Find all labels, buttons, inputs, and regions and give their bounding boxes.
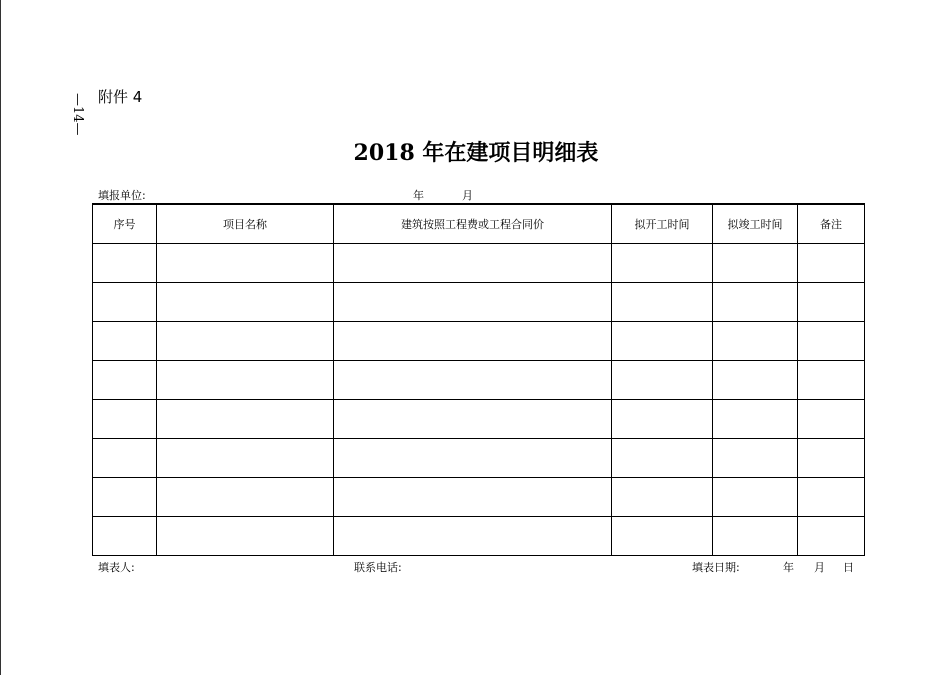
table-cell[interactable]: [713, 439, 798, 478]
phone-label: 联系电话:: [354, 561, 402, 574]
table-cell[interactable]: [612, 400, 713, 439]
table-cell[interactable]: [93, 517, 157, 556]
table-cell[interactable]: [157, 517, 334, 556]
attachment-label: 附件 4: [98, 88, 143, 106]
month-label: 月: [462, 189, 473, 202]
table-cell[interactable]: [334, 478, 612, 517]
page-title: 2018 年在建项目明细表: [353, 140, 599, 166]
table-row: [93, 361, 865, 400]
table-cell[interactable]: [713, 478, 798, 517]
table-cell[interactable]: [798, 283, 865, 322]
table-cell[interactable]: [798, 439, 865, 478]
table-cell[interactable]: [93, 322, 157, 361]
table-cell[interactable]: [334, 400, 612, 439]
table-cell[interactable]: [798, 322, 865, 361]
table-row: [93, 283, 865, 322]
column-header-project-name: 项目名称: [157, 204, 334, 244]
page-number: —14—: [70, 93, 85, 136]
table-cell[interactable]: [157, 283, 334, 322]
table-cell[interactable]: [612, 478, 713, 517]
table-cell[interactable]: [157, 439, 334, 478]
table-cell[interactable]: [93, 400, 157, 439]
column-header-start-date: 拟开工时间: [612, 204, 713, 244]
table-row: [93, 244, 865, 283]
table-cell[interactable]: [798, 361, 865, 400]
table-cell[interactable]: [334, 517, 612, 556]
table-row: [93, 400, 865, 439]
table-cell[interactable]: [157, 400, 334, 439]
column-header-contract-price: 建筑按照工程费或工程合同价: [334, 204, 612, 244]
unit-label: 填报单位:: [98, 189, 146, 202]
table-cell[interactable]: [612, 322, 713, 361]
table-cell[interactable]: [713, 283, 798, 322]
fill-date-month-label: 月: [814, 561, 825, 574]
fill-date-year-label: 年: [783, 561, 794, 574]
table-cell[interactable]: [93, 361, 157, 400]
table-cell[interactable]: [612, 283, 713, 322]
table-cell[interactable]: [798, 517, 865, 556]
table-cell[interactable]: [612, 439, 713, 478]
column-header-index: 序号: [93, 204, 157, 244]
table-cell[interactable]: [157, 478, 334, 517]
table-cell[interactable]: [798, 478, 865, 517]
table-row: [93, 322, 865, 361]
table-row: [93, 439, 865, 478]
page-left-border: [0, 0, 1, 675]
table-cell[interactable]: [713, 361, 798, 400]
table-cell[interactable]: [713, 322, 798, 361]
year-label: 年: [413, 189, 424, 202]
table-cell[interactable]: [798, 244, 865, 283]
table-cell[interactable]: [612, 244, 713, 283]
table-header-row: [93, 204, 865, 244]
table-row: [93, 478, 865, 517]
table-cell[interactable]: [713, 400, 798, 439]
filler-label: 填表人:: [98, 561, 135, 574]
table-cell[interactable]: [334, 361, 612, 400]
table-cell[interactable]: [93, 244, 157, 283]
table-cell[interactable]: [334, 244, 612, 283]
table-cell[interactable]: [798, 400, 865, 439]
table-cell[interactable]: [713, 244, 798, 283]
table-cell[interactable]: [612, 361, 713, 400]
table-cell[interactable]: [612, 517, 713, 556]
project-table: [92, 203, 865, 556]
fill-date-label: 填表日期:: [692, 561, 740, 574]
table-cell[interactable]: [93, 283, 157, 322]
table-cell[interactable]: [93, 439, 157, 478]
column-header-remarks: 备注: [798, 204, 865, 244]
column-header-end-date: 拟竣工时间: [713, 204, 798, 244]
table-cell[interactable]: [334, 283, 612, 322]
table-cell[interactable]: [713, 517, 798, 556]
table-cell[interactable]: [157, 361, 334, 400]
table-row: [93, 517, 865, 556]
fill-date-day-label: 日: [843, 561, 854, 574]
table-cell[interactable]: [157, 244, 334, 283]
table-cell[interactable]: [157, 322, 334, 361]
table-cell[interactable]: [93, 478, 157, 517]
table-cell[interactable]: [334, 322, 612, 361]
table-cell[interactable]: [334, 439, 612, 478]
